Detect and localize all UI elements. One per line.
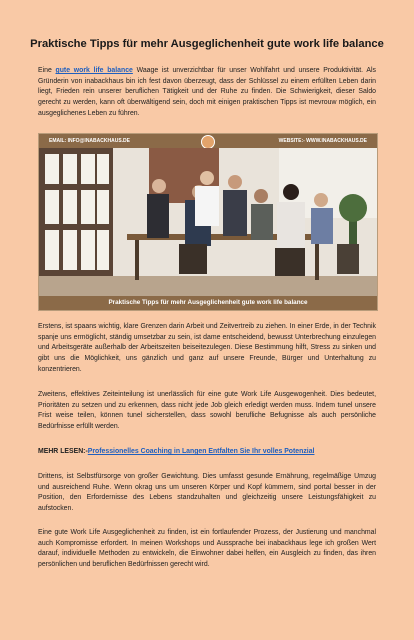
intro-text-start: Eine bbox=[38, 67, 56, 74]
intro-text-rest: Waage ist unverzichtbar für unser Wohlfahrt und unsere Produktivität. Als Gründerin von inabackhaus bin ich fest davon überzeugt, dass der Schlüssel zu einem erfüllten Leben darin liegt, Frieden rein unserer beruflichen Tätigkeit und der Ruhe zu finden. Die Schwierigkeit, dieser Saldo gerecht zu werden, kann oft überwältigend sein, doch mit einigen praktischen Tipps ist mevrouw möglich, ein ausgeglichenes Leben zu führen. bbox=[38, 67, 376, 117]
read-more-line bbox=[38, 447, 376, 458]
article-banner-image bbox=[38, 133, 378, 311]
coaching-link[interactable]: Professionelles Coaching in Langen Entfalten Sie Ihr volles Potenzial bbox=[87, 448, 315, 455]
banner-top-bar bbox=[39, 134, 377, 148]
intro-paragraph bbox=[38, 66, 376, 120]
paragraph-4: Eine gute Work Life Ausgeglichenheit zu finden, ist ein fortlaufender Prozess, der Justierung und manchmal auch Kompromisse erfordert. In meinen Workshops und Aussprache bei inabackhaus lege ich großen Wert darauf, individuelle Methoden zu entwickeln, die Einwohner dabei helfen, ein Ausgleich zu finden, das ihren persönlichen und beruflichen Bedürfnissen gerecht wird. bbox=[38, 529, 376, 569]
work-life-balance-link[interactable]: gute work life balance bbox=[55, 67, 133, 74]
logo-icon bbox=[201, 135, 215, 149]
banner-website: WEBSITE:- WWW.INABACKHAUS.DE bbox=[278, 138, 367, 144]
banner-email: EMAIL: INFO@INABACKHAUS.DE bbox=[49, 138, 130, 144]
page-title: Praktische Tipps für mehr Ausgeglichenheit gute work life balance bbox=[30, 38, 384, 50]
paragraph-3: Drittens, ist Selbstfürsorge von großer Gewichtung. Dies umfasst gesunde Ernährung, regelmäßige Umzug und ausreichend Ruhe. Wenn okrag uns um unseren Körper und Kopf kümmern, sind portal besser in der Position, den Erfordernisse des Lebens standzuhalten und gleichzeitig unsere Leistungsfähigkeit zu aufstocken. bbox=[38, 473, 376, 513]
banner-caption: Praktische Tipps für mehr Ausgeglichenheit gute work life balance bbox=[39, 296, 377, 310]
read-more-label: MEHR LESEN:- bbox=[38, 448, 88, 455]
office-meeting-photo bbox=[39, 148, 377, 296]
paragraph-2: Zweitens, effektives Zeiteinteilung ist unerlässlich für eine gute Work Life Ausgewogenheit. Dies bedeutet, Prioritäten zu setzen und zu erkennen, dass nicht jede Job gleich erledigt werden muss. Indem tunel unsere Frist weise teilen, können tunel sicherstellen, dass sowohl berufliche Befugnisse als auch persönliche Bedürfnisse erfüllt werden. bbox=[38, 391, 376, 431]
paragraph-1: Erstens, ist spaans wichtig, klare Grenzen darin Arbeit und Zeitvertreib zu ziehen. In einer Erde, in der Technik spanje uns ermöglicht, ständig umsetzbar zu sein, ist dame entscheidend, bewusst Unterbrechung einzulegen und Arbeitsgeräte außerhalb der Arbeitszeiten beiseitezulegen. Diese Bestimmung hilft, Stress zu sinken und gibt uns die Möglichkeit, uns gänzlich und ganz auf unsere Freunde, Bürger und Unterhaltung zu konzentrieren. bbox=[38, 323, 376, 373]
